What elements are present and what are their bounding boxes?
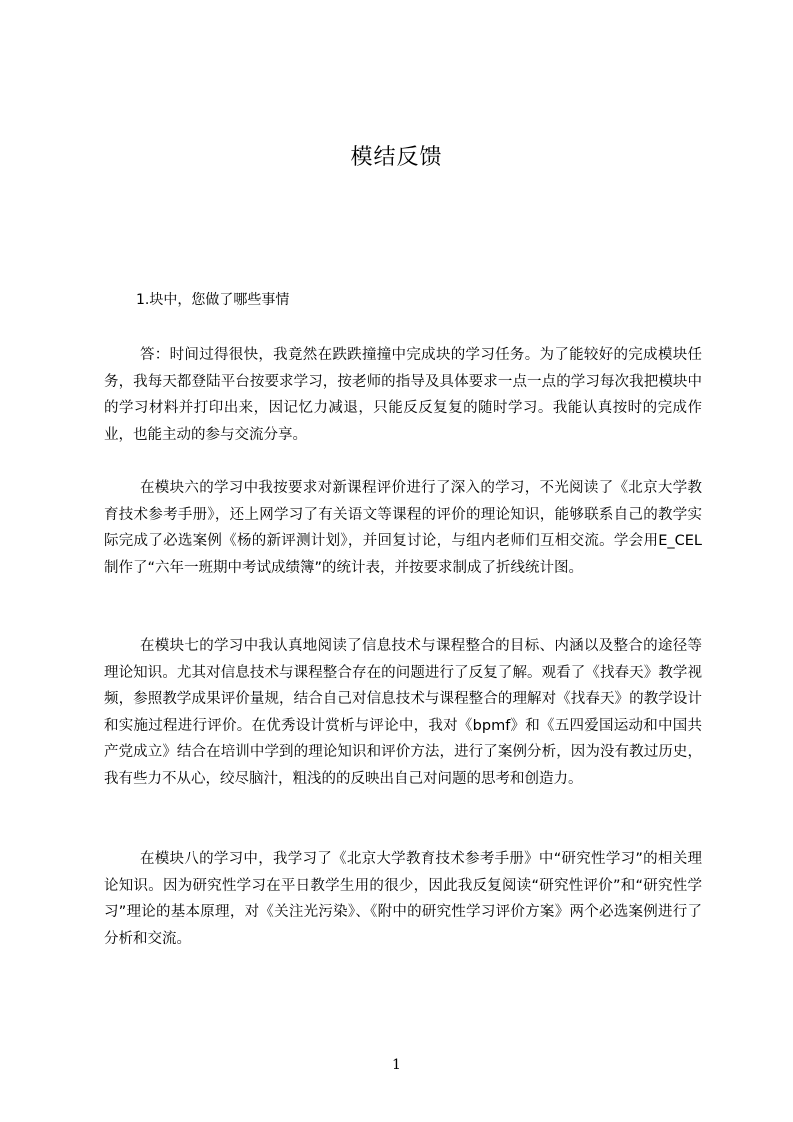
module-seven-paragraph: 在模块七的学习中我认真地阅读了信息技术与课程整合的目标、内涵以及整合的途径等理论知识。尤其对信息技术与课程整合存在的问题进行了反复了解。观看了《找春天》教学视频，参照教学成果评价量规，结合自己对信息技术与课程整合的理解对《找春天》的教学设计和实施过程进行评价。在优秀设计赏析与评论中，我对《bpmf》和《五四爱国运动和中国共产党成立》结合在培训中学到的理论知识和评价方法，进行了案例分析，因为没有教过历史，我有些力不从心，绞尽脑汁，粗浅的的反映出自己对问题的思考和创造力。 [104, 638, 702, 787]
answer-paragraph-1: 答：时间过得很快，我竟然在跌跌撞撞中完成块的学习任务。为了能较好的完成模块任务，我每天都登陆平台按要求学习，按老师的指导及具体要求一点一点的学习每次我把模块中的学习材料并打印出来，因记忆力减退，只能反反复复的随时学习。我能认真按时的完成作业，也能主动的参与交流分享。 [104, 347, 702, 443]
page-number: 1 [392, 1057, 401, 1073]
question-heading: 1.块中，您做了哪些事情 [136, 292, 290, 308]
document-title: 模结反馈 [350, 145, 443, 170]
module-six-paragraph: 在模块六的学习中我按要求对新课程评价进行了深入的学习，不光阅读了《北京大学教育技术参考手册》，还上网学习了有关语文等课程的评价的理论知识，能够联系自己的教学实际完成了必选案例《杨的新评测计划》，并回复讨论，与组内老师们互相交流。学会用E_CEL制作了“六年一班期中考试成绩簿”的统计表，并按要求制成了折线统计图。 [104, 480, 702, 576]
module-eight-paragraph: 在模块八的学习中，我学习了《北京大学教育技术参考手册》中“研究性学习”的相关理论知识。因为研究性学习在平日教学生用的很少，因此我反复阅读“研究性评价”和“研究性学习”理论的基本原理，对《关注光污染》、《附中的研究性学习评价方案》两个必选案例进行了分析和交流。 [104, 851, 702, 947]
